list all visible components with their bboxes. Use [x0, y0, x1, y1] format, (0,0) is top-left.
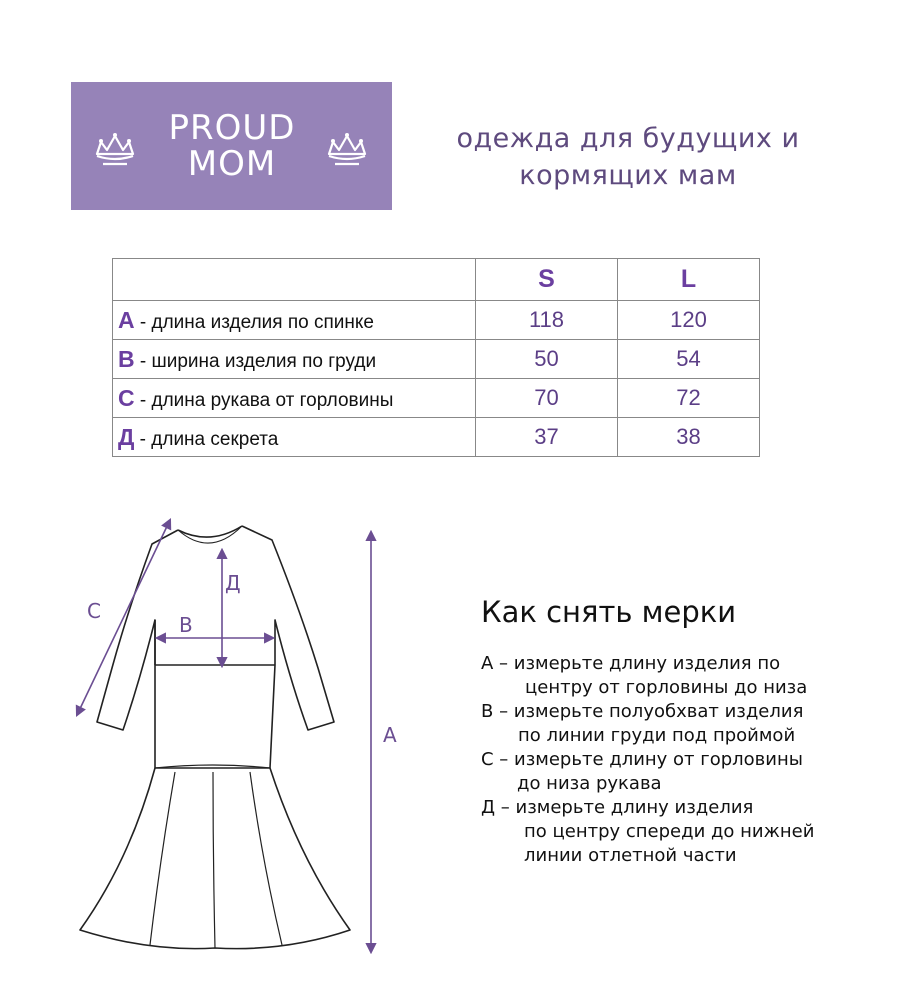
step-line: по линии груди под проймой: [518, 725, 796, 746]
table-cell: 72: [618, 379, 760, 418]
row-letter: С: [118, 384, 135, 411]
table-cell: 54: [618, 340, 760, 379]
logo-wordmark: [155, 110, 309, 182]
dimension-lines: [77, 520, 371, 952]
row-label: [113, 379, 476, 418]
step-line: Д – измерьте длину изделия: [481, 797, 754, 818]
crown-icon: [93, 130, 137, 170]
logo-line-2: MOM: [187, 144, 277, 184]
instructions-title: Как снять мерки: [481, 595, 737, 629]
dress-outline: [80, 526, 350, 949]
row-label-text: - длина секрета: [134, 428, 279, 450]
step-line: В – измерьте полуобхват изделия: [481, 701, 804, 722]
diagram-label-d: Д: [225, 571, 241, 595]
row-label-text: - длина изделия по спинке: [134, 311, 374, 333]
table-cell: 70: [476, 379, 618, 418]
instruction-step: [481, 748, 891, 796]
column-header: S: [476, 259, 618, 301]
brand-logo: [71, 82, 392, 210]
column-header: L: [618, 259, 760, 301]
tagline-line-1: одежда для будущих и: [456, 123, 800, 154]
step-line: центру от горловины до низа: [525, 677, 808, 698]
table-cell: 38: [618, 418, 760, 457]
diagram-label-b: В: [179, 613, 193, 637]
instruction-step: [481, 652, 891, 700]
size-table: [112, 258, 760, 457]
row-letter: В: [118, 345, 135, 372]
instructions-list: [481, 652, 891, 868]
diagram-label-c: С: [87, 599, 101, 623]
logo-line-1: PROUD: [168, 108, 296, 148]
step-line: С – измерьте длину от горловины: [481, 749, 803, 770]
table-row: [113, 340, 760, 379]
crown-icon: [325, 130, 369, 170]
dress-measurement-diagram: [0, 500, 440, 970]
row-label-text: - длина рукава от горловины: [134, 389, 394, 411]
tagline-line-2: кормящих мам: [519, 160, 737, 191]
table-cell: 118: [476, 301, 618, 340]
brand-tagline: [428, 120, 828, 194]
diagram-label-a: А: [383, 723, 397, 747]
step-line: линии отлетной части: [524, 845, 737, 866]
instruction-step: [481, 796, 891, 868]
table-row: [113, 418, 760, 457]
row-letter: Д: [118, 423, 135, 450]
table-header-row: [113, 259, 760, 301]
step-line: А – измерьте длину изделия по: [481, 653, 781, 674]
row-letter: А: [118, 306, 135, 333]
table-cell: 37: [476, 418, 618, 457]
table-cell: 50: [476, 340, 618, 379]
table-row: [113, 379, 760, 418]
step-line: по центру спереди до нижней: [524, 821, 815, 842]
row-label-text: - ширина изделия по груди: [134, 350, 377, 372]
step-line: до низа рукава: [517, 773, 662, 794]
row-label: [113, 418, 476, 457]
row-label: [113, 340, 476, 379]
row-label: [113, 301, 476, 340]
instruction-step: [481, 700, 891, 748]
table-cell: 120: [618, 301, 760, 340]
table-corner-cell: [113, 259, 476, 301]
table-row: [113, 301, 760, 340]
